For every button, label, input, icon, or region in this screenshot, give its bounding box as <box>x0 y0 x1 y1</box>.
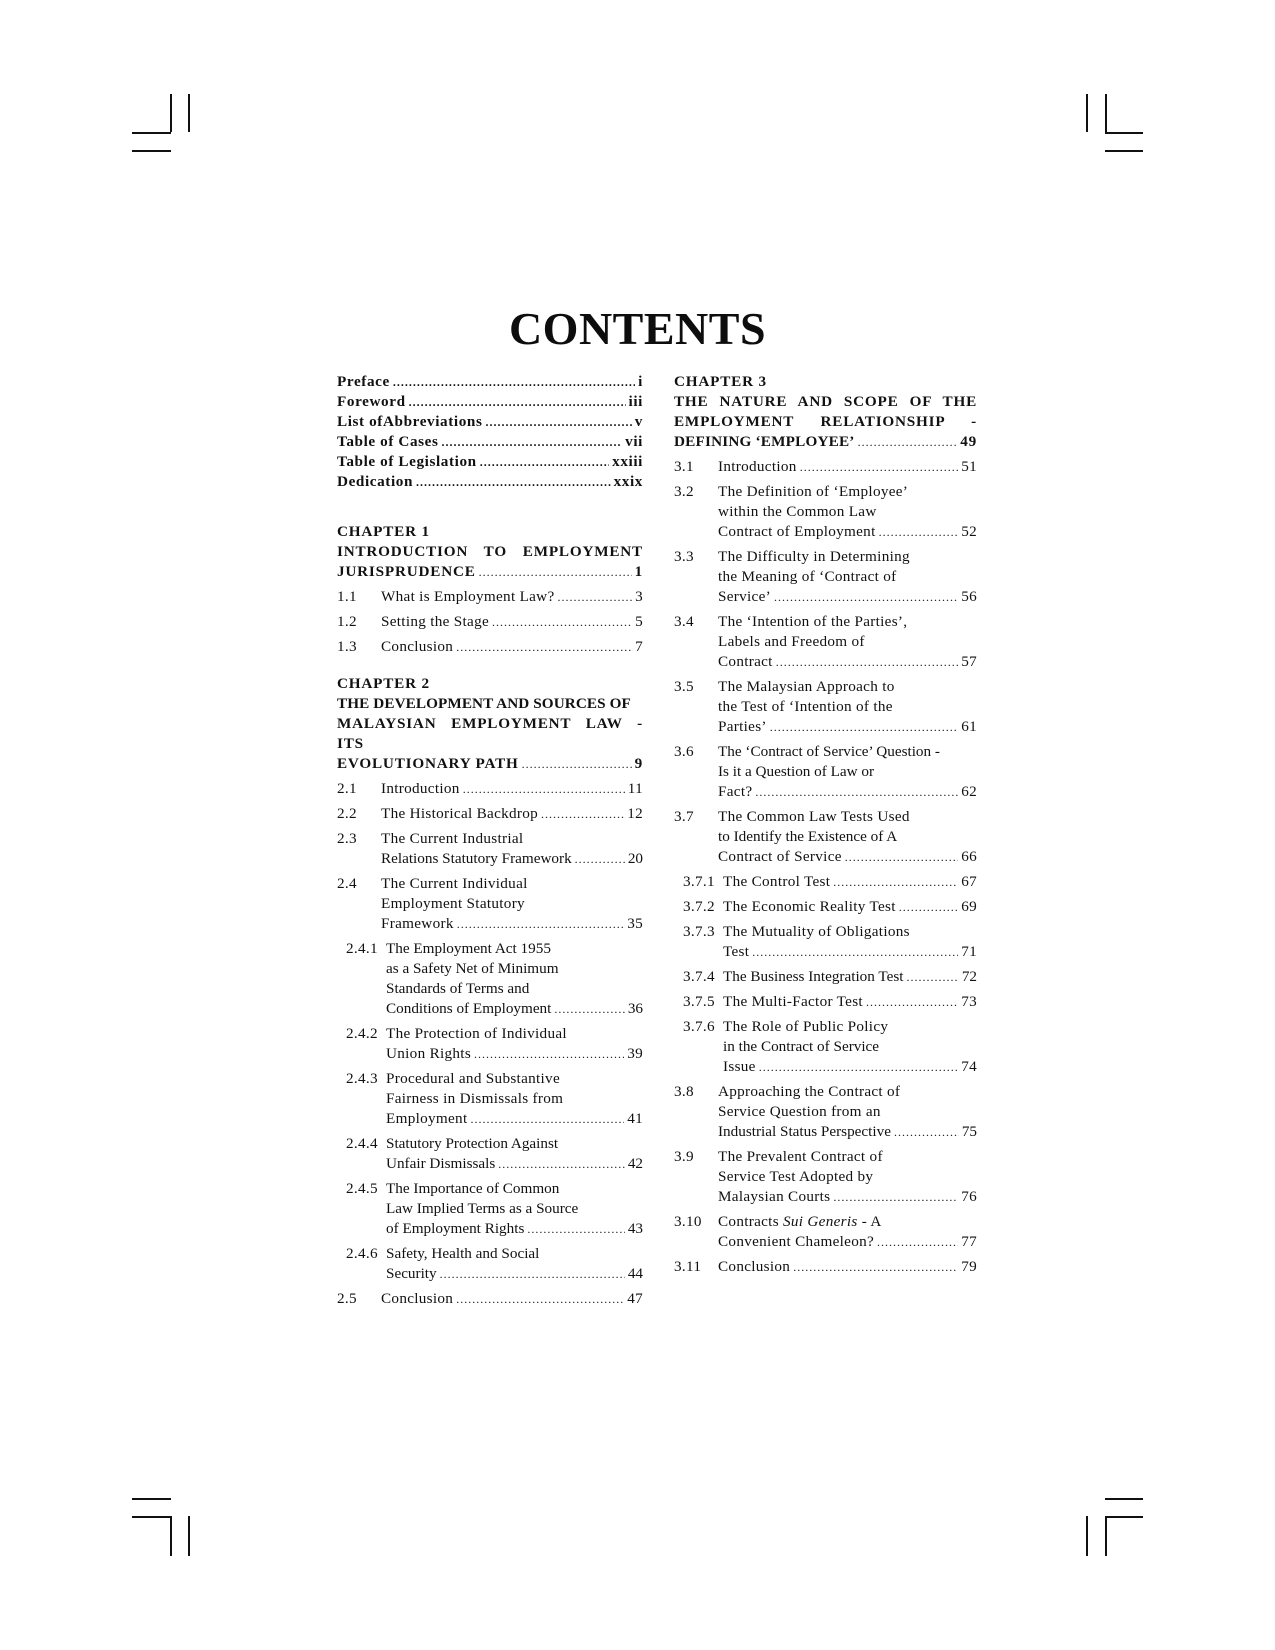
leader-dots <box>906 967 958 987</box>
leader-dots <box>522 754 632 774</box>
toc-entry-section[interactable]: 3.1 Introduction ..... 51 <box>674 457 977 477</box>
leader-dots <box>755 782 958 802</box>
leader-dots <box>416 472 611 492</box>
leader-dots <box>575 849 625 869</box>
toc-entry-section[interactable]: 3.5 The Malaysian Approach to the Test of ‘Intention of the Parties’ ..... 61 <box>674 677 977 737</box>
toc-entry-subsection[interactable]: 2.4.5 The Importance of Common Law Implied Terms as a Source of Employment Rights ..... 43 <box>337 1179 643 1239</box>
leader-dots <box>877 1232 958 1252</box>
chapter-title-line: MALAYSIAN EMPLOYMENT LAW - ITS <box>337 715 643 752</box>
toc-left-column <box>337 372 643 1309</box>
toc-entry-section[interactable]: 3.10 Contracts Sui Generis - A Convenient Chameleon? ..... 77 <box>674 1212 977 1252</box>
chapter-heading: CHAPTER 3 <box>674 373 767 390</box>
toc-entry-subsection[interactable]: 2.4.2 The Protection of Individual Union Rights ..... 39 <box>337 1024 643 1064</box>
leader-dots <box>866 992 958 1012</box>
leader-dots <box>479 562 632 582</box>
leader-dots <box>833 872 958 892</box>
toc-entry-section[interactable]: 2.2 The Historical Backdrop ..... 12 <box>337 804 643 824</box>
leader-dots <box>393 372 635 392</box>
chapter-3 <box>674 372 977 1277</box>
leader-dots <box>558 587 633 607</box>
leader-dots <box>879 522 959 542</box>
chapter-1 <box>337 522 643 657</box>
toc-entry-subsection[interactable]: 3.7.5 The Multi-Factor Test ..... 73 <box>674 992 977 1012</box>
chapter-title-entry[interactable]: JURISPRUDENCE ..... 1 <box>337 562 643 582</box>
toc-entry-table-of-legislation[interactable]: Table of Legislation ..... xxiii <box>337 452 643 472</box>
leader-dots <box>456 1289 624 1309</box>
leader-dots <box>770 717 958 737</box>
leader-dots <box>858 432 958 452</box>
leader-dots <box>474 1044 624 1064</box>
leader-dots <box>793 1257 958 1277</box>
toc-entry-section[interactable]: 2.5 Conclusion ..... 47 <box>337 1289 643 1309</box>
chapter-title-line: EMPLOYMENT RELATIONSHIP - <box>674 413 977 430</box>
toc-entry-subsection[interactable]: 3.7.1 The Control Test ..... 67 <box>674 872 977 892</box>
toc-entry-subsection[interactable]: 2.4.6 Safety, Health and Social Security ..... 44 <box>337 1244 643 1284</box>
toc-entry-section[interactable]: 3.3 The Difficulty in Determining the Meaning of ‘Contract of Service’ ..... 56 <box>674 547 977 607</box>
toc-entry-preface[interactable]: Preface ..... i <box>337 372 643 392</box>
toc-entry-section[interactable]: 2.3 The Current Industrial Relations Statutory Framework ..... 20 <box>337 829 643 869</box>
toc-entry-section[interactable]: 3.7 The Common Law Tests Used to Identify the Existence of A Contract of Service ..... 66 <box>674 807 977 867</box>
leader-dots <box>492 612 632 632</box>
leader-dots <box>498 1154 625 1174</box>
toc-entry-section[interactable]: 3.2 The Definition of ‘Employee’ within the Common Law Contract of Employment ..... 52 <box>674 482 977 542</box>
leader-dots <box>894 1122 959 1142</box>
toc-entry-subsection[interactable]: 2.4.3 Procedural and Substantive Fairness in Dismissals from Employment ..... 41 <box>337 1069 643 1129</box>
toc-entry-section[interactable]: 2.4 The Current Individual Employment Statutory Framework ..... 35 <box>337 874 643 934</box>
toc-entry-section[interactable]: 3.6 The ‘Contract of Service’ Question - Is it a Question of Law or Fact? ..... 62 <box>674 742 977 802</box>
leader-dots <box>527 1219 624 1239</box>
toc-entry-section[interactable]: 1.2 Setting the Stage ..... 5 <box>337 612 643 632</box>
toc-entry-foreword[interactable]: Foreword ..... iii <box>337 392 643 412</box>
leader-dots <box>845 847 958 867</box>
leader-dots <box>800 457 959 477</box>
toc-entry-section[interactable]: 1.3 Conclusion ..... 7 <box>337 637 643 657</box>
leader-dots <box>774 587 958 607</box>
chapter-title-line: THE DEVELOPMENT AND SOURCES OF <box>337 695 631 712</box>
toc-entry-subsection[interactable]: 3.7.4 The Business Integration Test ..... 72 <box>674 967 977 987</box>
toc-entry-subsection[interactable]: 3.7.2 The Economic Reality Test ..... 69 <box>674 897 977 917</box>
leader-dots <box>899 897 958 917</box>
leader-dots <box>463 779 625 799</box>
leader-dots <box>541 804 624 824</box>
leader-dots <box>759 1057 958 1077</box>
leader-dots <box>442 432 623 452</box>
toc-entry-subsection[interactable]: 2.4.4 Statutory Protection Against Unfair Dismissals ..... 42 <box>337 1134 643 1174</box>
toc-entry-dedication[interactable]: Dedication ..... xxix <box>337 472 643 492</box>
toc-entry-section[interactable]: 2.1 Introduction ..... 11 <box>337 779 643 799</box>
leader-dots <box>440 1264 625 1284</box>
toc-entry-subsection[interactable]: 3.7.3 The Mutuality of Obligations Test ..... 71 <box>674 922 977 962</box>
leader-dots <box>554 999 624 1019</box>
leader-dots <box>752 942 958 962</box>
leader-dots <box>457 914 624 934</box>
chapter-heading: CHAPTER 1 <box>337 523 430 540</box>
toc-entry-table-of-cases[interactable]: Table of Cases ..... vii <box>337 432 643 452</box>
chapter-2 <box>337 674 643 1309</box>
chapter-title-line: INTRODUCTION TO EMPLOYMENT <box>337 543 643 560</box>
page-title: CONTENTS <box>508 303 767 354</box>
chapter-heading: CHAPTER 2 <box>337 675 430 692</box>
leader-dots <box>480 452 609 472</box>
toc-entry-abbreviations[interactable]: List ofAbbreviations ..... v <box>337 412 643 432</box>
toc-entry-section[interactable]: 3.9 The Prevalent Contract of Service Test Adopted by Malaysian Courts ..... 76 <box>674 1147 977 1207</box>
toc-entry-section[interactable]: 3.8 Approaching the Contract of Service Question from an Industrial Status Perspective ..... 75 <box>674 1082 977 1142</box>
leader-dots <box>409 392 626 412</box>
toc-entry-section[interactable]: 1.1 What is Employment Law? ..... 3 <box>337 587 643 607</box>
chapter-title-line: THE NATURE AND SCOPE OF THE <box>674 393 977 410</box>
toc-entry-section[interactable]: 3.4 The ‘Intention of the Parties’, Labels and Freedom of Contract ..... 57 <box>674 612 977 672</box>
leader-dots <box>833 1187 958 1207</box>
toc-entry-subsection[interactable]: 3.7.6 The Role of Public Policy in the Contract of Service Issue ..... 74 <box>674 1017 977 1077</box>
leader-dots <box>776 652 959 672</box>
leader-dots <box>470 1109 624 1129</box>
chapter-title-entry[interactable]: EVOLUTIONARY PATH ..... 9 <box>337 754 643 774</box>
toc-right-column <box>674 372 977 1277</box>
leader-dots <box>485 412 631 432</box>
chapter-title-entry[interactable]: DEFINING ‘EMPLOYEE’ ..... 49 <box>674 432 977 452</box>
toc-entry-subsection[interactable]: 2.4.1 The Employment Act 1955 as a Safety Net of Minimum Standards of Terms and Conditions of Employment ..... 36 <box>337 939 643 1019</box>
toc-entry-section[interactable]: 3.11 Conclusion ..... 79 <box>674 1257 977 1277</box>
leader-dots <box>456 637 632 657</box>
front-matter-list <box>337 372 643 492</box>
